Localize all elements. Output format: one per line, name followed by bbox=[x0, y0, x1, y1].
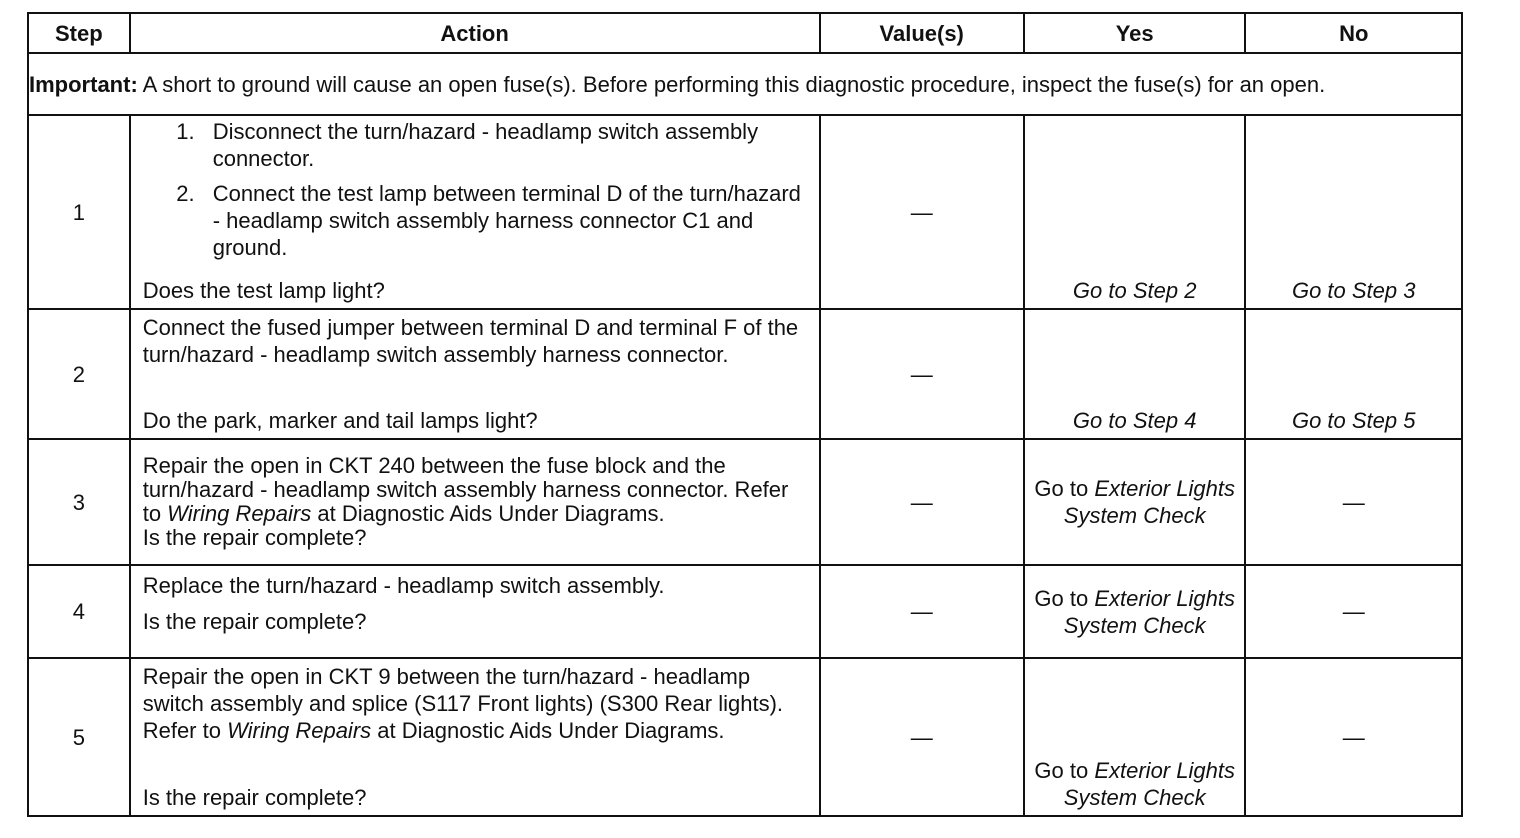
action-question: Is the repair complete? bbox=[142, 785, 367, 810]
yes-cell: Go to Step 4 bbox=[1024, 309, 1246, 439]
action-text: Repair the open in CKT 9 between the turn/hazard - headlamp switch assembly and splice (S117 Front lights) (S300 Rear lights). Refer to bbox=[142, 664, 784, 743]
step-number: 5 bbox=[28, 658, 130, 816]
step-number: 4 bbox=[28, 565, 130, 658]
action-steps-list bbox=[143, 118, 807, 269]
header-values: Value(s) bbox=[820, 13, 1024, 53]
important-note bbox=[28, 53, 1462, 115]
no-cell bbox=[1245, 565, 1462, 658]
no-dash: — bbox=[1342, 599, 1365, 624]
action-step-item: 1. Disconnect the turn/hazard - headlamp switch assembly connector. bbox=[201, 118, 807, 172]
exterior-lights-reference: Exterior Lights System Check bbox=[1063, 585, 1235, 638]
yes-cell bbox=[1024, 439, 1246, 565]
action-question: Do the park, marker and tail lamps light? bbox=[142, 408, 538, 433]
table-row bbox=[28, 658, 1462, 816]
action-text: Repair the open in CKT 240 between the fuse block and the turn/hazard - headlamp switch assembly harness connector. Refer to bbox=[142, 453, 789, 526]
value-cell: — bbox=[820, 309, 1024, 439]
wiring-repairs-reference: Wiring Repairs bbox=[167, 501, 312, 526]
header-step: Step bbox=[28, 13, 130, 53]
value-cell: — bbox=[820, 115, 1024, 309]
no-dash: — bbox=[1342, 724, 1365, 750]
table-row bbox=[28, 115, 1462, 309]
action-text-continued: at Diagnostic Aids Under Diagrams. bbox=[371, 718, 725, 743]
yes-go-to: Go to bbox=[1034, 476, 1095, 501]
no-cell: Go to Step 5 bbox=[1245, 309, 1462, 439]
diagnostic-table bbox=[27, 12, 1463, 817]
header-action: Action bbox=[130, 13, 820, 53]
yes-cell bbox=[1024, 658, 1246, 816]
yes-go-to: Go to bbox=[1034, 758, 1095, 783]
action-question: Is the repair complete? bbox=[142, 609, 367, 634]
action-cell bbox=[130, 658, 820, 816]
header-yes: Yes bbox=[1024, 13, 1246, 53]
wiring-repairs-reference: Wiring Repairs bbox=[227, 718, 372, 743]
yes-go-to: Go to bbox=[1034, 585, 1095, 611]
action-question: Does the test lamp light? bbox=[142, 278, 385, 303]
no-dash: — bbox=[1342, 489, 1365, 515]
action-text: Connect the fused jumper between terminal D and terminal F of the turn/hazard - headlamp switch assembly harness connector. bbox=[142, 315, 799, 367]
yes-cell bbox=[1024, 565, 1246, 658]
action-cell bbox=[130, 439, 820, 565]
action-step-item: 2. Connect the test lamp between terminal D of the turn/hazard - headlamp switch assembly harness connector C1 and ground. bbox=[201, 180, 807, 261]
important-label: Important: bbox=[29, 71, 138, 97]
no-cell: Go to Step 3 bbox=[1245, 115, 1462, 309]
action-text: Replace the turn/hazard - headlamp switch assembly. bbox=[142, 573, 665, 598]
action-cell bbox=[130, 565, 820, 658]
step-number: 1 bbox=[28, 115, 130, 309]
yes-cell: Go to Step 2 bbox=[1024, 115, 1246, 309]
header-row bbox=[28, 13, 1462, 53]
step-number: 3 bbox=[28, 439, 130, 565]
value-cell: — bbox=[820, 565, 1024, 658]
table-row bbox=[28, 309, 1462, 439]
important-text: A short to ground will cause an open fuse(s). Before performing this diagnostic procedure, inspect the fuse(s) for an open. bbox=[137, 71, 1326, 97]
no-cell bbox=[1245, 658, 1462, 816]
action-cell bbox=[130, 115, 820, 309]
action-text-continued: at Diagnostic Aids Under Diagrams. bbox=[311, 501, 665, 526]
action-question: Is the repair complete? bbox=[142, 525, 367, 550]
step-number: 2 bbox=[28, 309, 130, 439]
header-no: No bbox=[1245, 13, 1462, 53]
table-row bbox=[28, 565, 1462, 658]
exterior-lights-reference: Exterior Lights System Check bbox=[1063, 758, 1235, 810]
important-note-row bbox=[28, 53, 1462, 115]
table-row bbox=[28, 439, 1462, 565]
no-cell bbox=[1245, 439, 1462, 565]
value-cell: — bbox=[820, 439, 1024, 565]
action-cell bbox=[130, 309, 820, 439]
value-cell: — bbox=[820, 658, 1024, 816]
diagnostic-table-container bbox=[27, 12, 1463, 817]
exterior-lights-reference: Exterior Lights System Check bbox=[1063, 476, 1235, 528]
